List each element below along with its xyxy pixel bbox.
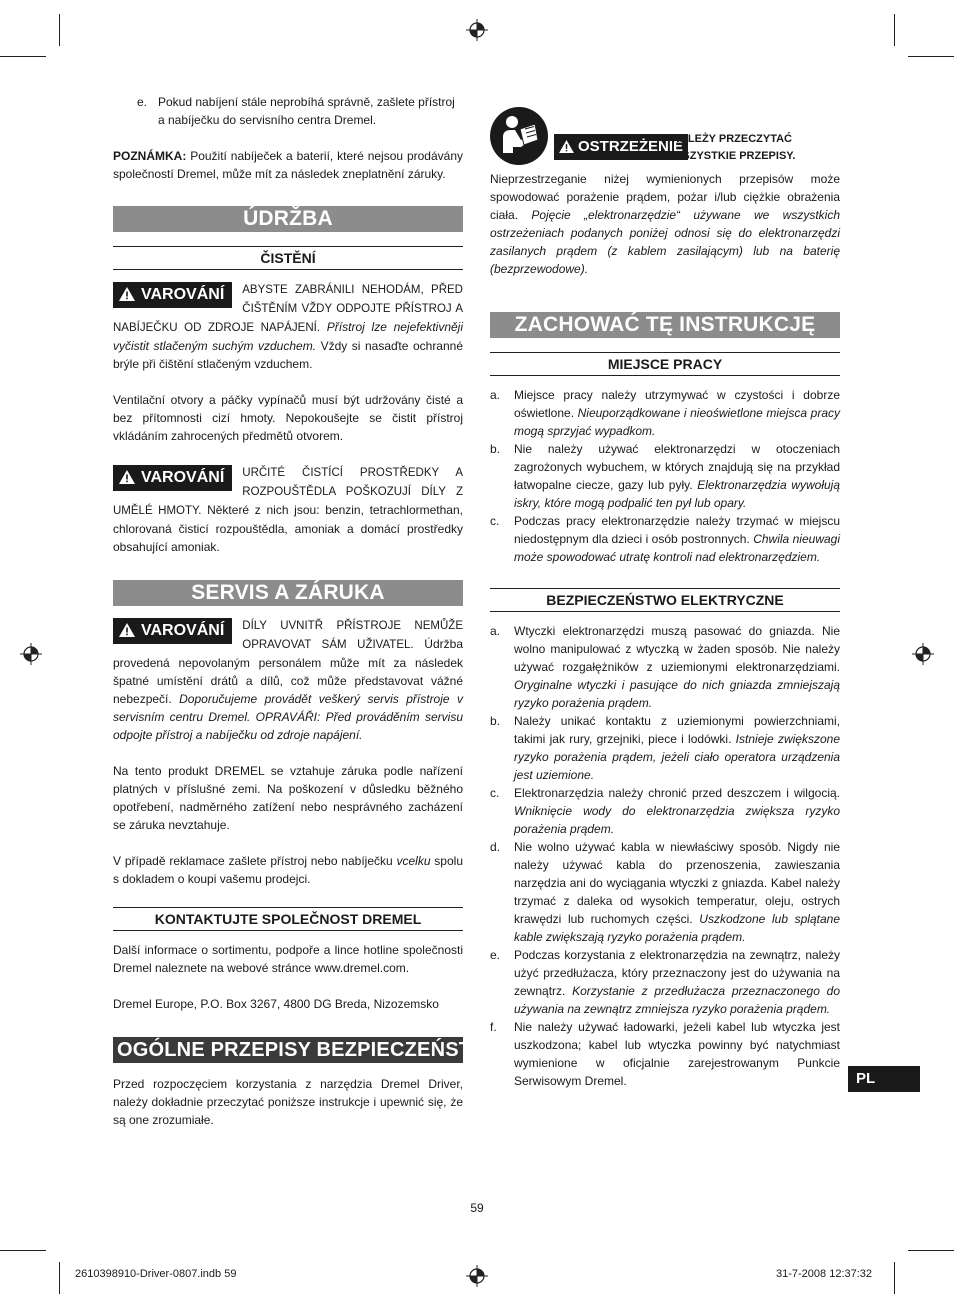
warning-caps-text: URČITÉ ČISTÍCÍ PROSTŘEDKY A ROZPOUŠTĚDLA POŠKOZUJÍ DÍLY Z UMĚLÉ HMOTY. [113, 467, 463, 517]
warning-badge [113, 465, 232, 491]
list-item [113, 93, 463, 129]
list-item-text: Pokud nabíjení stále neprobíhá správně, zašlete přístroj a nabíječku do servisního centra Dremel. [158, 95, 455, 127]
warning-caps-text: DÍLY UVNITŘ PŘÍSTROJE NEMŮŽE OPRAVOVAT SÁM UŽIVATEL. [242, 620, 463, 651]
warning-triangle-icon [119, 470, 135, 484]
warning-badge [113, 618, 232, 644]
left-column [113, 93, 504, 1129]
warning-text: Údržba provedená nepovolaným personálem může mít za následek špatné umístění drátů a dílů, což může představovat vážné nebezpečí. [113, 637, 463, 706]
list-item [490, 784, 840, 838]
note-paragraph [113, 147, 463, 183]
warning-badge [113, 282, 232, 308]
section-title-zachowac: ZACHOWAĆ TĘ INSTRUKCJĘ [490, 312, 840, 338]
intro-paragraph [490, 170, 840, 278]
page-number: 59 [470, 1201, 484, 1215]
crop-mark [908, 56, 954, 57]
list-item [490, 440, 840, 512]
warranty-paragraph: Na tento produkt DREMEL se vztahuje záruka podle nařízení platných v příslušné zemi. Na poškození v důsledku běžného opotřebení, nadměrného zatížení nebo nesprávného zacházení se záruka nevztahuje. [113, 764, 463, 832]
warning-italic-text: Přístroj lze nejefektivněji vyčistit stlačeným suchým vzduchem. [113, 320, 463, 353]
registration-mark-icon [466, 1265, 488, 1287]
list-item [490, 838, 840, 946]
list-item-italic: Elektronarzędzia wywołują iskry, które mogą podpalić ten pył lub opary. [514, 478, 840, 510]
subsection-title-bezpieczenstwo: BEZPIECZEŃSTWO ELEKTRYCZNE [490, 588, 840, 612]
list-item-label: b. [490, 442, 501, 456]
subsection-title-kontakt: KONTAKTUJTE SPOLEČNOST DREMEL [113, 907, 463, 931]
list-item-label: c. [490, 786, 500, 800]
list-item-italic: Istnieje zwiększone ryzyko porażenia prądem, jeżeli ciało operatora urządzenia jest uziemione. [514, 732, 840, 782]
warning-text: Vždy si nasaďte ochranné brýle při čištění stlačeným vzduchem. [113, 339, 464, 371]
warning-label: VAROVÁNÍ [141, 469, 225, 486]
list-item-label: b. [490, 714, 501, 728]
list-item [490, 1018, 840, 1090]
footer-timestamp: 31-7-2008 12:37:32 [776, 1268, 873, 1280]
list-item-text: Elektronarzędzia należy chronić przed deszczem i wilgocią. [514, 786, 840, 800]
intro-paragraph: Przed rozpoczęciem korzystania z narzędzia Dremel Driver, należy dokładnie przeczytać poniższe instrukcje i upewnić się, że są one zrozumiałe. [113, 1077, 463, 1127]
read-instructions-header [490, 128, 840, 170]
footer-file-info: 2610398910-Driver-0807.indb 59 [75, 1268, 237, 1280]
list-item-text: Wtyczki elektronarzędzi muszą pasować do gniazda. Nie wolno manipulować z wtyczką w żaden sposób. Nie należy używać rozgałężników z uziemionymi elektronarzędziami. [514, 624, 840, 674]
list-item-italic: Wniknięcie wody do elektronarzędzia zwiększa ryzyko porażenia prądem. [514, 804, 840, 836]
list-item-label: c. [490, 514, 500, 528]
intro-text: Nieprzestrzeganie niżej wymienionych przepisów może spowodować porażenie prądem, pożar i/lub ciężkie obrażenia ciała. [490, 172, 840, 222]
claim-text: spolu s dokladem o koupi vašemu prodejci. [113, 854, 463, 886]
note-text: Použití nabíječek a baterií, které nejsou prodávány společností Dremel, může mít za následek zneplatnění záruky. [113, 149, 463, 181]
list-item-text: Miejsce pracy należy utrzymywać w czystości i dobrze oświetlone. [514, 388, 840, 420]
list-item-text: Nie należy używać ładowarki, jeżeli kabel lub wtyczka jest uszkodzona; kabel lub wtyczka powinny być natychmiast wymienione w oficjalnie zarejestrowanym Punkcie Serwisowym Dremel. [514, 1020, 840, 1088]
list-item-italic: Uszkodzone lub splątane kable zwiększają ryzyko porażenia prądem. [514, 912, 840, 944]
crop-mark [59, 1262, 60, 1294]
list-item-text: Podczas korzystania z elektronarzędzia na zewnątrz, należy użyć przedłużacza, który przeznaczony jest do używania na zewnątrz. [514, 948, 840, 998]
right-column [490, 128, 840, 1090]
warning-label: OSTRZEŻENIE [578, 138, 684, 155]
claim-paragraph [113, 852, 463, 888]
warning-label: VAROVÁNÍ [141, 622, 225, 639]
list-item-label: e. [490, 948, 501, 962]
note-label: POZNÁMKA: [113, 149, 187, 163]
crop-mark [59, 14, 60, 46]
registration-mark-icon [20, 643, 42, 665]
list-item-italic: Korzystanie z przedłużacza przeznaczonego do używania na zewnątrz zmniejsza ryzyko porażenia prądem. [514, 984, 840, 1016]
warning-italic-text: Doporučujeme provádět veškerý servis přístroje v servisním centru Dremel. OPRAVÁŘI: Před prováděním servisu odpojte přístroj a nabíječku od zdroje napájení. [113, 692, 463, 742]
address-paragraph: Dremel Europe, P.O. Box 3267, 4800 DG Breda, Nizozemsko [113, 997, 439, 1011]
section-title-udrzba: ÚDRŽBA [113, 206, 463, 232]
warning-block-cleaning [113, 280, 463, 373]
crop-mark [908, 1250, 954, 1251]
list-item [490, 386, 840, 440]
list-item-text: Nie wolno używać kabla w niewłaściwy sposób. Nigdy nie należy używać kabla do przenoszenia, zawieszania narzędzia ani do wyciągania wtyczki z gniazda. Kabel należy trzymać z daleka od wysokich temperatur, oleju, ostrych krawędzi lub ruchomych części. [514, 840, 840, 926]
crop-mark [0, 56, 46, 57]
warning-label: VAROVÁNÍ [141, 286, 225, 303]
warning-triangle-icon [559, 140, 574, 153]
registration-mark-icon [466, 19, 488, 41]
list-item-text: Należy unikać kontaktu z uziemionymi powierzchniami, takimi jak rury, grzejniki, piece i lodówki. [514, 714, 840, 746]
warning-triangle-icon [119, 623, 135, 637]
crop-mark [0, 1250, 46, 1251]
list-item-text: Podczas pracy elektronarzędzie należy trzymać w miejscu niedostępnym dla dzieci i osób postronnych. [514, 514, 840, 546]
section-title-ogolne: OGÓLNE PRZEPISY BEZPIECZEŃSTWA [113, 1037, 463, 1063]
warning-block-solvents [113, 463, 463, 556]
warning-badge [554, 134, 688, 160]
list-item-italic: Nieuporządkowane i nieoświetlone miejsca pracy mogą sprzyjać wypadkom. [514, 406, 840, 438]
intro-italic: Pojęcie „elektronarzędzie“ używane we wszystkich ostrzeżeniach podanych poniżej odnosi się do elektronarzędzi zasilanych prądem (z kablem zasilającym) lub na baterię (bezprzewodowe). [490, 208, 840, 276]
warning-block-service [113, 616, 463, 744]
list-item-label: a. [490, 624, 501, 638]
read-manual-icon [490, 107, 548, 165]
charging-list [113, 93, 463, 129]
list-item [490, 622, 840, 712]
registration-mark-icon [912, 643, 934, 665]
list-item-italic: Chwila nieuwagi może spowodować utratę kontroli nad elektronarzędziem. [514, 532, 840, 564]
list-item-text: Nie należy używać elektronarzędzi w otoczeniach zagrożonych wybuchem, w których znajdują się na przykład łatwopalne ciecze, gazy lub pyły. [514, 442, 840, 492]
list-item-label: d. [490, 840, 501, 854]
section-title-servis: SERVIS A ZÁRUKA [113, 580, 463, 606]
contact-paragraph: Další informace o sortimentu, podpoře a lince hotline společnosti Dremel naleznete na webové stránce www.dremel.com. [113, 943, 463, 975]
warning-triangle-icon [119, 287, 135, 301]
list-item-label: a. [490, 388, 501, 402]
claim-italic: vcelku [396, 854, 431, 868]
warning-caps-text: NALEŻY PRZECZYTAĆ WSZYSTKIE PRZEPISY. [672, 133, 796, 162]
list-item-label: e. [137, 95, 148, 109]
work-area-list [490, 386, 840, 566]
warning-text: Některé z nich jsou: benzin, tetrachlormethan, chlorovaná čisticí rozpouštědla, amoniak a domácí prostředky obsahující amoniak. [113, 503, 463, 554]
vents-paragraph: Ventilační otvory a páčky vypínačů musí být udržovány čisté a bez přítomnosti cizí hmoty. Nepokoušejte se čistit přístroj vkládáním zahrocených předmětů otvorem. [113, 393, 463, 443]
claim-text: V případě reklamace zašlete přístroj nebo nabíječku [113, 854, 397, 868]
crop-mark [894, 1262, 895, 1294]
list-item-label: f. [490, 1020, 497, 1034]
list-item-italic: Oryginalne wtyczki i pasujące do nich gniazda zmniejszają ryzyko porażenia prądem. [514, 678, 840, 710]
subsection-title-cisteni: ČISTĚNÍ [113, 246, 463, 270]
list-item [490, 512, 840, 566]
crop-mark [894, 14, 895, 46]
list-item [490, 946, 840, 1018]
list-item [490, 712, 840, 784]
language-tab: PL [848, 1066, 920, 1092]
electrical-safety-list [490, 622, 840, 1090]
subsection-title-miejsce: MIEJSCE PRACY [490, 352, 840, 376]
warning-caps-text: ABYSTE ZABRÁNILI NEHODÁM, PŘED ČIŠTĚNÍM VŽDY ODPOJTE PŘÍSTROJ A NABÍJEČKU OD ZDROJE NAPÁJENÍ. [113, 284, 463, 334]
